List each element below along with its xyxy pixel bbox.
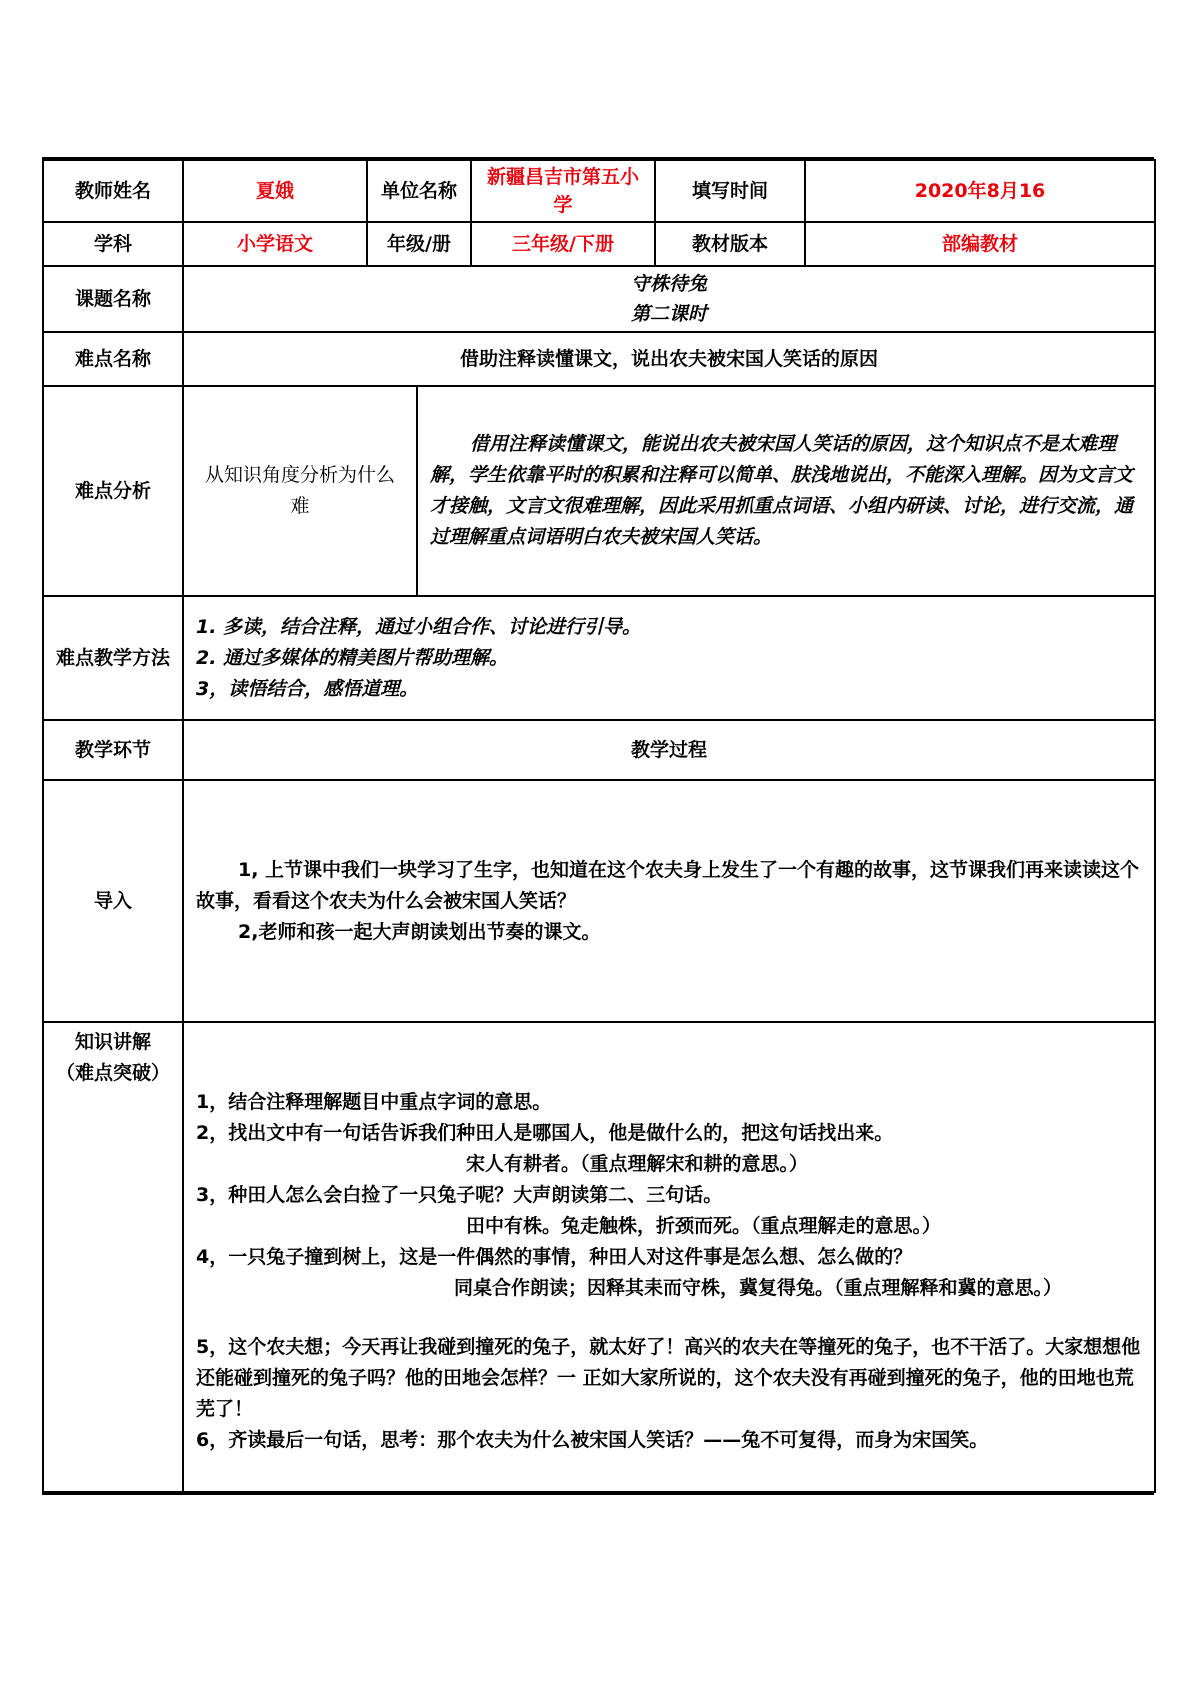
- process-header-row: [43, 720, 1155, 780]
- header-row-1: [43, 160, 1155, 222]
- grade-value: 三年级/下册: [471, 222, 655, 266]
- intro-row: [43, 780, 1155, 1022]
- knowledge-label-1: 知识讲解: [74, 1031, 151, 1053]
- knowledge-content: [183, 1022, 1155, 1492]
- process-stage-label: 教学环节: [43, 720, 183, 780]
- header-row-2: [43, 222, 1155, 266]
- knowledge-row: [43, 1022, 1155, 1492]
- knowledge-line: 5，这个农夫想；今天再让我碰到撞死的兔子，就太好了！高兴的农夫在等撞死的兔子，也不干活了。大家想想他还能碰到撞死的兔子吗？他的田地会怎样？一 正如大家所说的，这个农夫没有再碰到撞死的兔子，他的田地也荒芜了！: [196, 1336, 1141, 1420]
- edition-label: 教材版本: [655, 222, 805, 266]
- topic-period: 第二课时: [630, 303, 707, 325]
- lesson-plan-table: [42, 159, 1156, 1493]
- analysis-text: 借用注释读懂课文，能说出农夫被宋国人笑话的原因，这个知识点不是太难理解，学生依靠平时的积累和注释可以简单、肤浅地说出，不能深入理解。因为文言文才接触，文言文很难理解，因此采用抓重点词语、小组内研读、讨论，进行交流，通过理解重点词语明白农夫被宋国人笑话。: [430, 433, 1134, 548]
- knowledge-line: 4，一只兔子撞到树上，这是一件偶然的事情，种田人对这件事是怎么想、怎么做的？: [196, 1246, 913, 1268]
- intro-label: 导入: [43, 780, 183, 1022]
- unit-value: 新疆昌吉市第五小学: [471, 160, 655, 222]
- knowledge-line: 同桌合作朗读；因释其耒而守株，冀复得兔。（重点理解释和冀的意思。）: [454, 1277, 1063, 1299]
- teacher-value: 夏娥: [183, 160, 367, 222]
- knowledge-spacer: [196, 1304, 1142, 1332]
- knowledge-line: 田中有株。兔走触株，折颈而死。（重点理解走的意思。）: [466, 1215, 942, 1237]
- knowledge-line: 宋人有耕者。（重点理解宋和耕的意思。）: [466, 1153, 809, 1175]
- intro-paragraph-1: 1, 上节课中我们一块学习了生字，也知道在这个农夫身上发生了一个有趣的故事，这节课我们再来读读这个故事，看看这个农夫为什么会被宋国人笑话？: [196, 858, 1140, 912]
- lesson-plan-sheet: [42, 157, 1154, 1495]
- difficulty-row: [43, 332, 1155, 386]
- topic-value: [183, 266, 1155, 332]
- method-row: [43, 596, 1155, 720]
- subject-value: 小学语文: [183, 222, 367, 266]
- knowledge-label: [43, 1022, 183, 1492]
- method-list: [183, 596, 1155, 720]
- analysis-label: 难点分析: [43, 386, 183, 596]
- method-item: 2. 通过多媒体的精美图片帮助理解。: [196, 646, 509, 669]
- analysis-content: [183, 386, 1155, 596]
- edition-value: 部编教材: [805, 222, 1155, 266]
- knowledge-line: 6，齐读最后一句话，思考：那个农夫为什么被宋国人笑话？——兔不可复得，而身为宋国笑。: [196, 1429, 989, 1451]
- difficulty-label: 难点名称: [43, 332, 183, 386]
- knowledge-line: 2，找出文中有一句话告诉我们种田人是哪国人，他是做什么的，把这句话找出来。: [196, 1122, 894, 1144]
- method-item: 1. 多读，结合注释，通过小组合作、讨论进行引导。: [196, 615, 642, 638]
- difficulty-value: 借助注释读懂课文，说出农夫被宋国人笑话的原因: [183, 332, 1155, 386]
- analysis-sublabel: 从知识角度分析为什么难: [184, 387, 417, 595]
- topic-label: 课题名称: [43, 266, 183, 332]
- method-item: 3，读悟结合，感悟道理。: [196, 677, 419, 700]
- knowledge-line: 1，结合注释理解题目中重点字词的意思。: [196, 1091, 552, 1113]
- knowledge-label-2: （难点突破）: [55, 1062, 170, 1084]
- analysis-inner-table: [184, 387, 1154, 595]
- topic-title: 守株待兔: [630, 273, 707, 295]
- method-label: 难点教学方法: [43, 596, 183, 720]
- grade-label: 年级/册: [367, 222, 471, 266]
- time-label: 填写时间: [655, 160, 805, 222]
- time-value: 2020年8月16: [805, 160, 1155, 222]
- topic-row: [43, 266, 1155, 332]
- analysis-row: [43, 386, 1155, 596]
- unit-label: 单位名称: [367, 160, 471, 222]
- teacher-label: 教师姓名: [43, 160, 183, 222]
- intro-paragraph-2: 2,老师和孩一起大声朗读划出节奏的课文。: [238, 920, 601, 943]
- process-header-value: 教学过程: [183, 720, 1155, 780]
- intro-content: [183, 780, 1155, 1022]
- subject-label: 学科: [43, 222, 183, 266]
- knowledge-line: 3，种田人怎么会白捡了一只兔子呢？大声朗读第二、三句话。: [196, 1184, 723, 1206]
